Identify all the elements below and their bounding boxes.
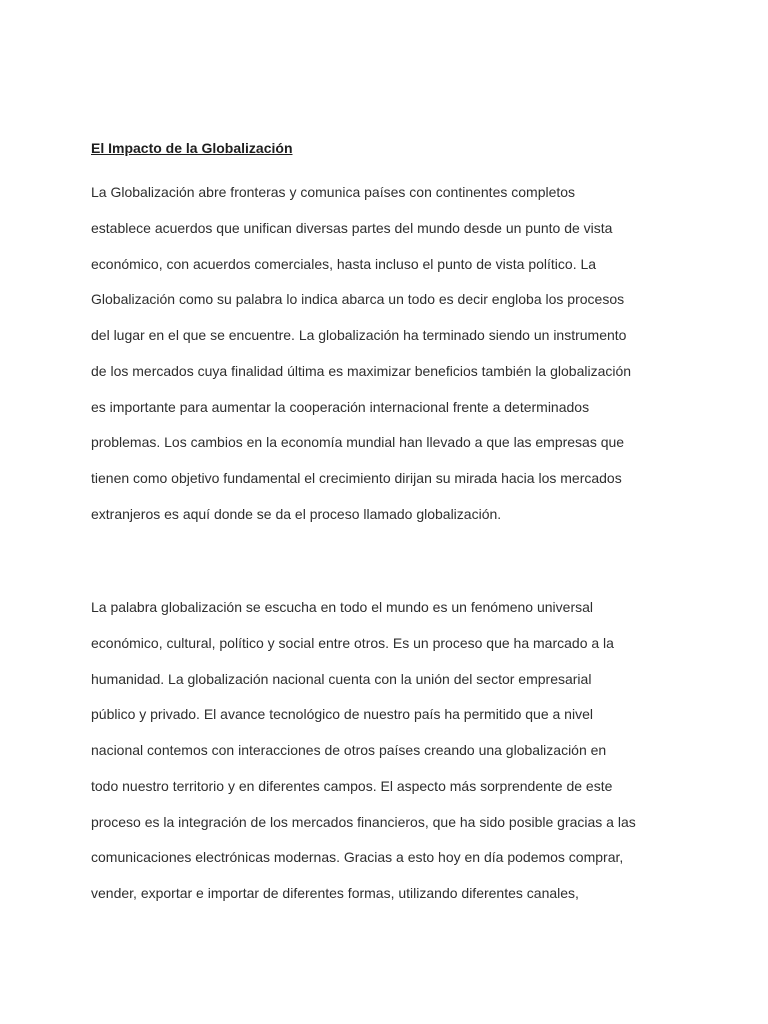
paragraph-1 xyxy=(91,182,691,540)
text-line: La Globalización abre fronteras y comunica países con continentes completos xyxy=(91,184,576,200)
text-line: del lugar en el que se encuentre. La globalización ha terminado siendo un instrumento xyxy=(91,327,627,343)
text-line: Globalización como su palabra lo indica abarca un todo es decir engloba los procesos xyxy=(91,291,625,308)
text-line: económico, con acuerdos comerciales, hasta incluso el punto de vista político. La xyxy=(91,255,597,272)
text-line: proceso es la integración de los mercados financieros, que ha sido posible gracias a las xyxy=(91,813,636,830)
paragraph-2 xyxy=(91,597,691,919)
text-line: todo nuestro territorio y en diferentes campos. El aspecto más sorprendente de este xyxy=(91,777,613,794)
text-line: de los mercados cuya finalidad última es maximizar beneficios también la globalización xyxy=(91,362,632,379)
text-line: vender, exportar e importar de diferentes formas, utilizando diferentes canales, xyxy=(91,885,579,901)
text-line: La palabra globalización se escucha en todo el mundo es un fenómeno universal xyxy=(91,599,594,615)
text-line: es importante para aumentar la cooperación internacional frente a determinados xyxy=(91,398,590,415)
text-line: extranjeros es aquí donde se da el proceso llamado globalización. xyxy=(91,505,502,522)
text-line: tienen como objetivo fundamental el crecimiento dirijan su mirada hacia los mercados xyxy=(91,470,622,486)
text-line: público y privado. El avance tecnológico de nuestro país ha permitido que a nivel xyxy=(91,706,593,723)
text-line: problemas. Los cambios en la economía mundial han llevado a que las empresas que xyxy=(91,434,625,451)
document-title: El Impacto de la Globalización xyxy=(91,140,293,156)
text-line: comunicaciones electrónicas modernas. Gracias a esto hoy en día podemos comprar, xyxy=(91,849,624,866)
text-line: económico, cultural, político y social entre otros. Es un proceso que ha marcado a la xyxy=(91,634,614,651)
text-line: nacional contemos con interacciones de otros países creando una globalización en xyxy=(91,742,607,758)
text-line: establece acuerdos que unifican diversas partes del mundo desde un punto de vista xyxy=(91,219,613,236)
text-line: humanidad. La globalización nacional cuenta con la unión del sector empresarial xyxy=(91,670,592,687)
